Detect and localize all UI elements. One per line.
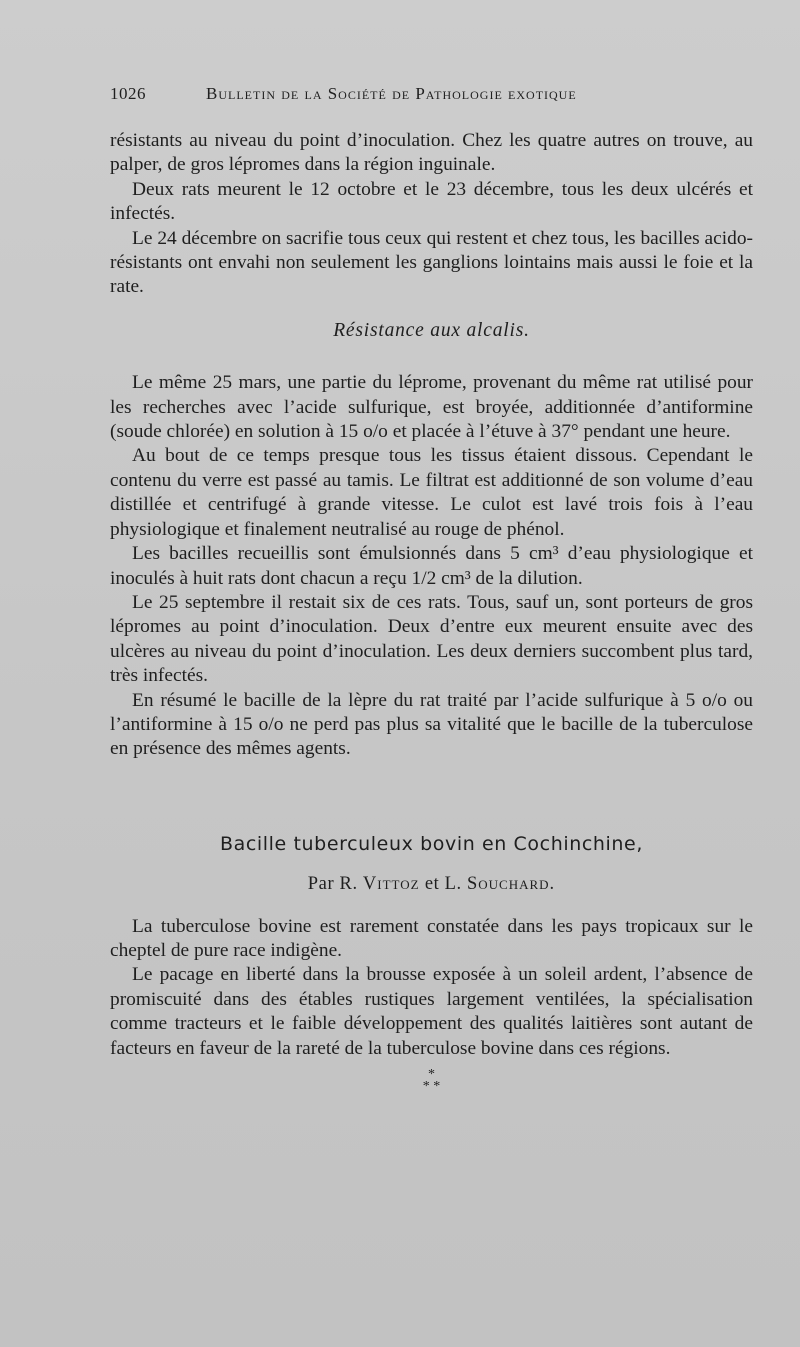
section-subtitle: Résistance aux alcalis.	[333, 319, 530, 341]
paragraph: résistants au niveau du point d’inoculation. Chez les quatre autres on trouve, au palper, de gros lépromes dans la région inguinale.	[110, 130, 753, 176]
paragraph: Le même 25 mars, une partie du lépromе, provenant du même rat utilisé pour les recherches avec l’acide sulfurique, est broyée, additionnée d’antiformine (soude chlorée) en solution à 15 o/o et placée à l’étuve à 37° pendant une heure.	[110, 372, 753, 443]
asterism	[110, 1069, 753, 1093]
text-body	[110, 129, 753, 1093]
paragraph: Le pacage en liberté dans la brousse exposée à un soleil ardent, l’absence de promiscuité dans des étables rustiques largement ventilées, la spécialisation comme tracteurs et le faible développement des qualités laitières sont autant de facteurs en faveur de la rareté de la tuberculose bovine dans ces régions.	[110, 964, 753, 1059]
paragraph: Le 25 septembre il restait six de ces rats. Tous, sauf un, sont porteurs de gros lépromes au point d’inoculation. Deux d’entre eux meurent ensuite avec des ulcères au niveau du point d’inoculation. Les deux derniers succombent plus tard, très infectés.	[110, 591, 753, 687]
byline	[110, 872, 753, 896]
paragraph: La tuberculose bovine est rarement constatée dans les pays tropicaux sur le cheptel de pure race indigène.	[110, 915, 753, 961]
paragraph: Le 24 décembre on sacrifie tous ceux qui restent et chez tous, les bacilles acido-résistants ont envahi non seulement les ganglions lointains mais aussi le foie et la rate.	[110, 227, 753, 298]
byline-prefix: Par	[307, 874, 335, 895]
paragraph: En résumé le bacille de la lèpre du rat traité par l’acide sulfurique à 5 o/o ou l’antiformine à 15 o/o ne perd pas plus sa vitalité que le bacille de la tuberculose en présence des mêmes agents.	[110, 689, 753, 760]
paragraph: Les bacilles recueillis sont émulsionnés dans 5 cm³ d’eau physiologique et inoculés à huit rats dont chacun a reçu 1/2 cm³ de la dilution.	[110, 543, 753, 589]
asterism-bottom: * *	[422, 1079, 441, 1094]
author1-initial: R.	[339, 874, 358, 895]
paragraph: Deux rats meurent le 12 octobre et le 23 décembre, tous les deux ulcérés et infectés.	[110, 178, 753, 225]
author2-initial: L.	[444, 874, 462, 895]
article-title: Bacille tuberculeux bovin en Cochinchine,	[219, 832, 643, 855]
asterism-top: *	[428, 1067, 435, 1082]
byline-conjunction: et	[424, 874, 440, 895]
page-number: 1026	[110, 84, 146, 103]
author1-name: Vittoz	[362, 874, 420, 895]
running-title: Bulletin de la Société de Pathologie exotique	[206, 84, 577, 103]
author2-name: Souchard.	[466, 874, 556, 895]
paragraph: Au bout de ce temps presque tous les tissus étaient dissous. Cependant le contenu du verre est passé au tamis. Le filtrat est additionné de son volume d’eau distillée et centrifugé à grande vitesse. Le culot est lavé trois fois à l’eau physiologique et finalement neutralisé au rouge de phénol.	[110, 445, 753, 540]
